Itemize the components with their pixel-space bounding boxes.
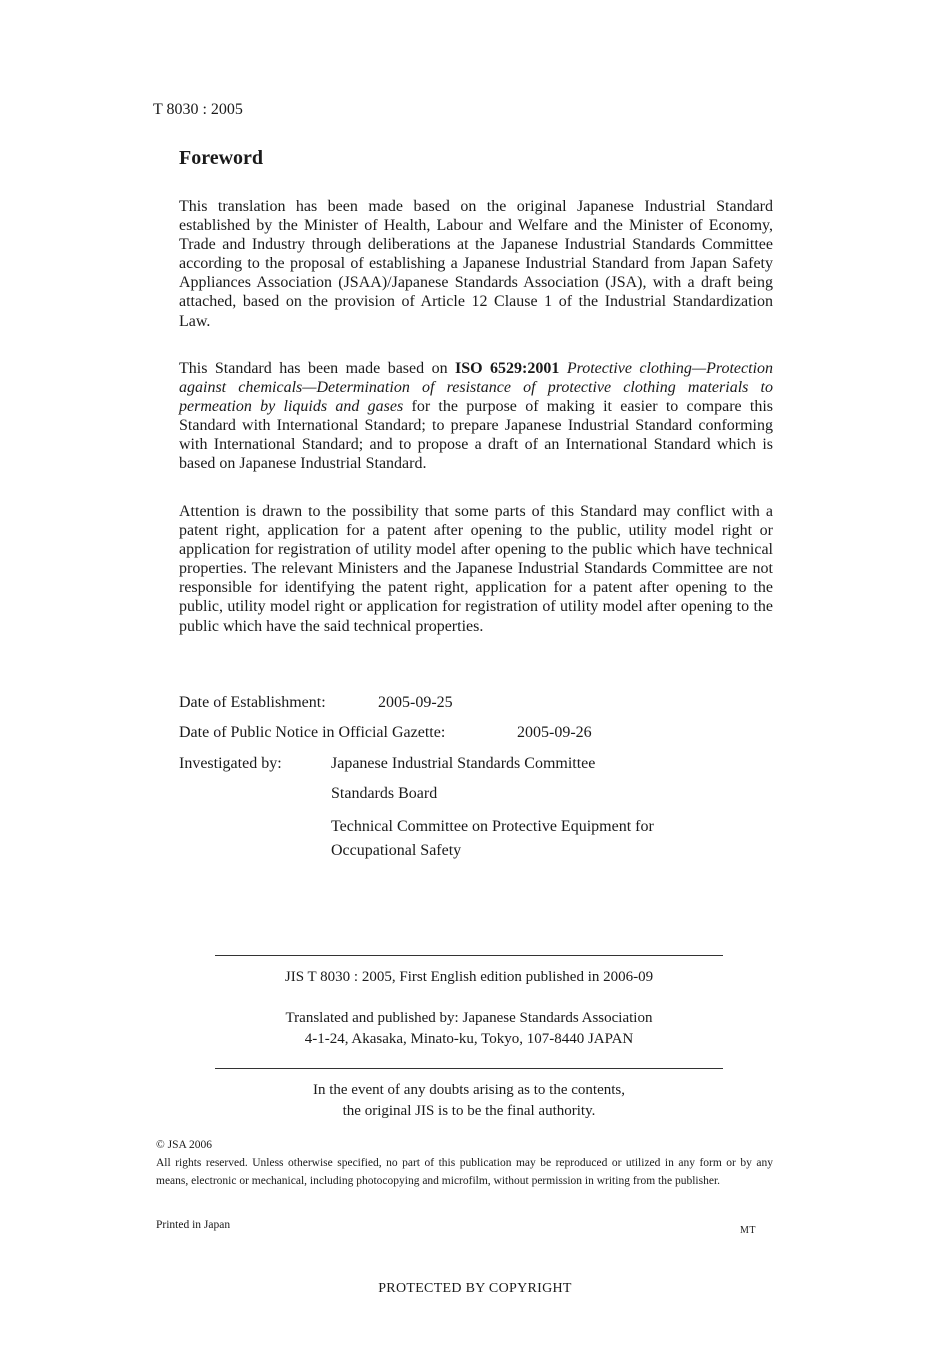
foreword-paragraph-3 xyxy=(179,502,773,636)
investigator-line: Japanese Industrial Standards Committee xyxy=(331,755,596,772)
copyright-watermark: PROTECTED BY COPYRIGHT xyxy=(378,1281,572,1296)
authority-line: the original JIS is to be the final authority. xyxy=(342,1103,596,1119)
public-notice-label: Date of Public Notice in Official Gazette: xyxy=(179,724,446,741)
divider-bottom xyxy=(215,1068,723,1069)
establishment-label: Date of Establishment: xyxy=(179,694,326,711)
foreword-paragraph-2 xyxy=(179,359,773,474)
paragraph-text: Attention is drawn to the possibility that some parts of this Standard may conflict with a patent right, application for a patent after opening to the public, utility model right or application for registration of utility model after opening to the public which have technical properties. The relevant Ministers and the Japanese Industrial Standards Committee are not responsible for identifying the patent right, application for a patent after opening to the public, utility model right or application for registration of utility model after opening to the public which have the said technical properties. xyxy=(179,503,773,635)
paragraph-lead: This Standard has been made based on xyxy=(179,360,456,377)
public-notice-date: 2005-09-26 xyxy=(517,724,592,741)
establishment-date: 2005-09-25 xyxy=(378,694,453,711)
foreword-title: Foreword xyxy=(179,147,264,169)
divider-top xyxy=(215,955,723,956)
copyright-notice: © JSA 2006 xyxy=(156,1139,213,1151)
iso-reference: ISO 6529:2001 xyxy=(455,360,560,377)
investigator-line: Technical Committee on Protective Equipment for xyxy=(331,818,654,835)
investigated-by-label: Investigated by: xyxy=(179,755,282,772)
foreword-paragraph-1 xyxy=(179,197,773,331)
document-designation: T 8030 : 2005 xyxy=(153,101,243,118)
rights-statement xyxy=(156,1155,773,1190)
print-code: MT xyxy=(740,1225,756,1236)
investigator-line: Standards Board xyxy=(331,785,438,802)
investigator-line: Occupational Safety xyxy=(331,842,462,859)
rights-text: All rights reserved. Unless otherwise specified, no part of this publication may be reproduced or utilized in any form or by any means, electronic or mechanical, including photocopying and microfilm, without permission in writing from the publisher. xyxy=(156,1157,773,1187)
paragraph-tail: for the purpose of making it easier to compare this Standard with International Standard; to prepare Japanese Industrial Standard conforming with International Standard; and to propose a draft of an International Standard which is based on Japanese Industrial Standard. xyxy=(179,398,774,473)
paragraph-text: This translation has been made based on the original Japanese Industrial Standard established by the Minister of Health, Labour and Welfare and the Minister of Economy, Trade and Industry through deliberations at the Japanese Industrial Standards Committee according to the proposal of establishing a Japanese Industrial Standard from Japan Safety Appliances Association (JSAA)/Japanese Standards Association (JSA), with a draft being attached, based on the provision of Article 12 Clause 1 of the Industrial Standardization Law. xyxy=(179,198,773,330)
authority-line: In the event of any doubts arising as to the contents, xyxy=(312,1082,625,1098)
edition-statement: JIS T 8030 : 2005, First English edition published in 2006-09 xyxy=(284,969,654,985)
iso-title: Protective clothing—Protection against chemicals—Determination of resistance of protective clothing materials to permeation by liquids and gases xyxy=(179,360,774,416)
printed-in: Printed in Japan xyxy=(156,1219,231,1231)
publisher-address: 4-1-24, Akasaka, Minato-ku, Tokyo, 107-8440 JAPAN xyxy=(304,1031,634,1047)
publisher-line: Translated and published by: Japanese Standards Association xyxy=(285,1010,653,1026)
